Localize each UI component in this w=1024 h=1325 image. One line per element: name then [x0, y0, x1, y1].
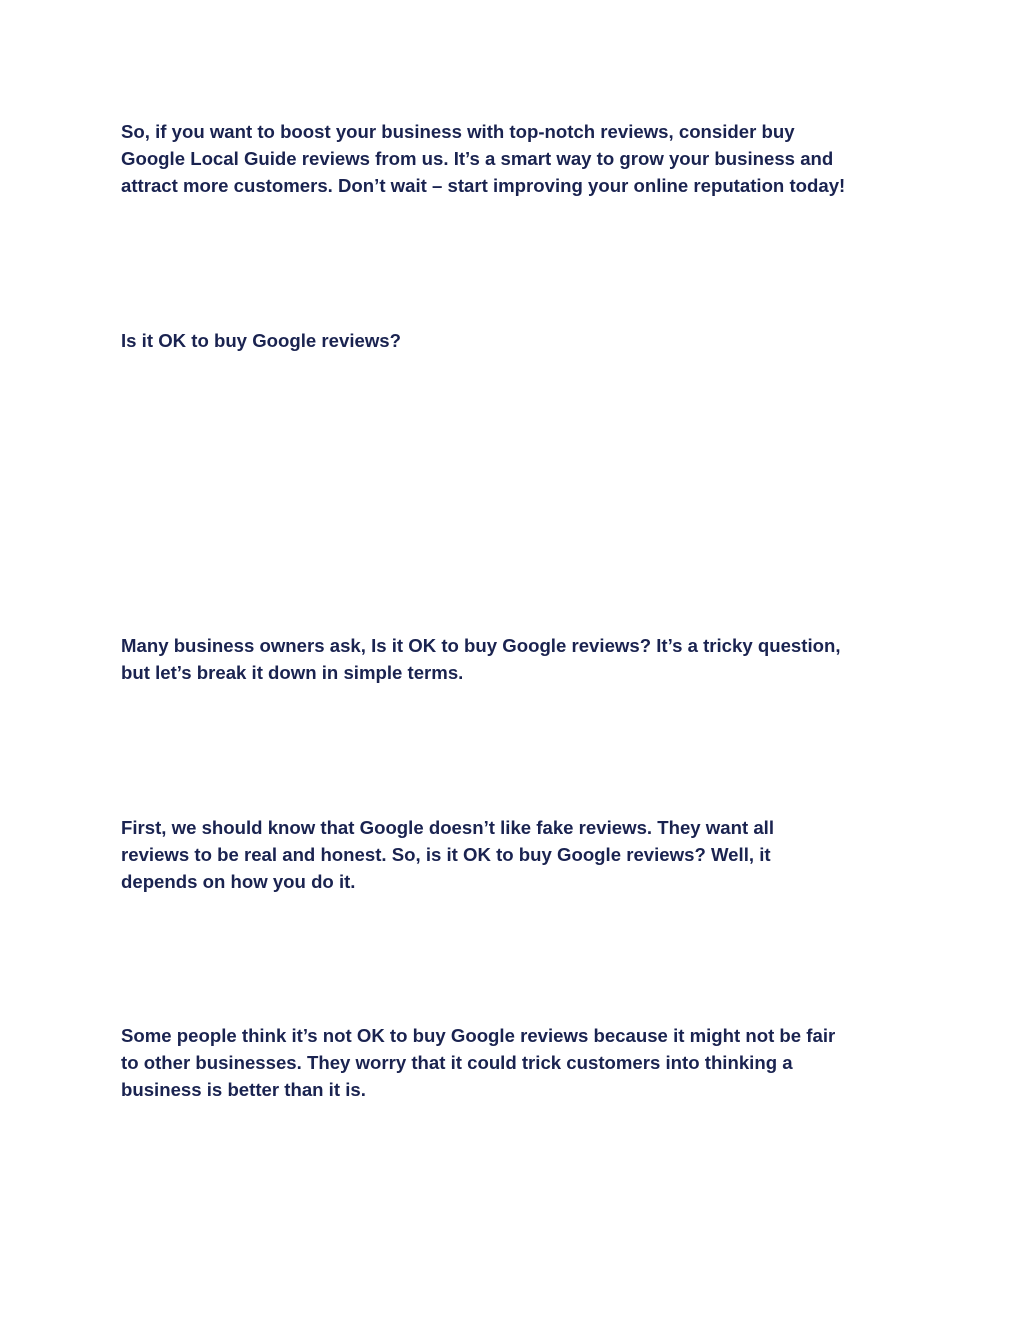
paragraph-question — [121, 632, 911, 686]
section-heading — [121, 327, 911, 354]
paragraph-intro — [121, 118, 911, 199]
text-line: business is better than it is. — [121, 1079, 366, 1100]
text-line: Google Local Guide reviews from us. It’s a smart way to grow your business and — [121, 148, 834, 169]
heading-text: Is it OK to buy Google reviews? — [121, 330, 401, 351]
text-line: attract more customers. Don’t wait – start improving your online reputation today! — [121, 175, 846, 196]
text-line: First, we should know that Google doesn’t like fake reviews. They want all — [121, 817, 774, 838]
text-line: to other businesses. They worry that it could trick customers into thinking a — [121, 1052, 793, 1073]
text-line: depends on how you do it. — [121, 871, 356, 892]
text-line: but let’s break it down in simple terms. — [121, 662, 464, 683]
text-line: Many business owners ask, Is it OK to buy Google reviews? It’s a tricky question, — [121, 635, 841, 656]
text-line: So, if you want to boost your business with top-notch reviews, consider buy — [121, 121, 795, 142]
paragraph-fake-reviews — [121, 814, 911, 895]
text-line: Some people think it’s not OK to buy Google reviews because it might not be fair — [121, 1025, 836, 1046]
text-line: reviews to be real and honest. So, is it OK to buy Google reviews? Well, it — [121, 844, 771, 865]
paragraph-fairness — [121, 1022, 911, 1103]
